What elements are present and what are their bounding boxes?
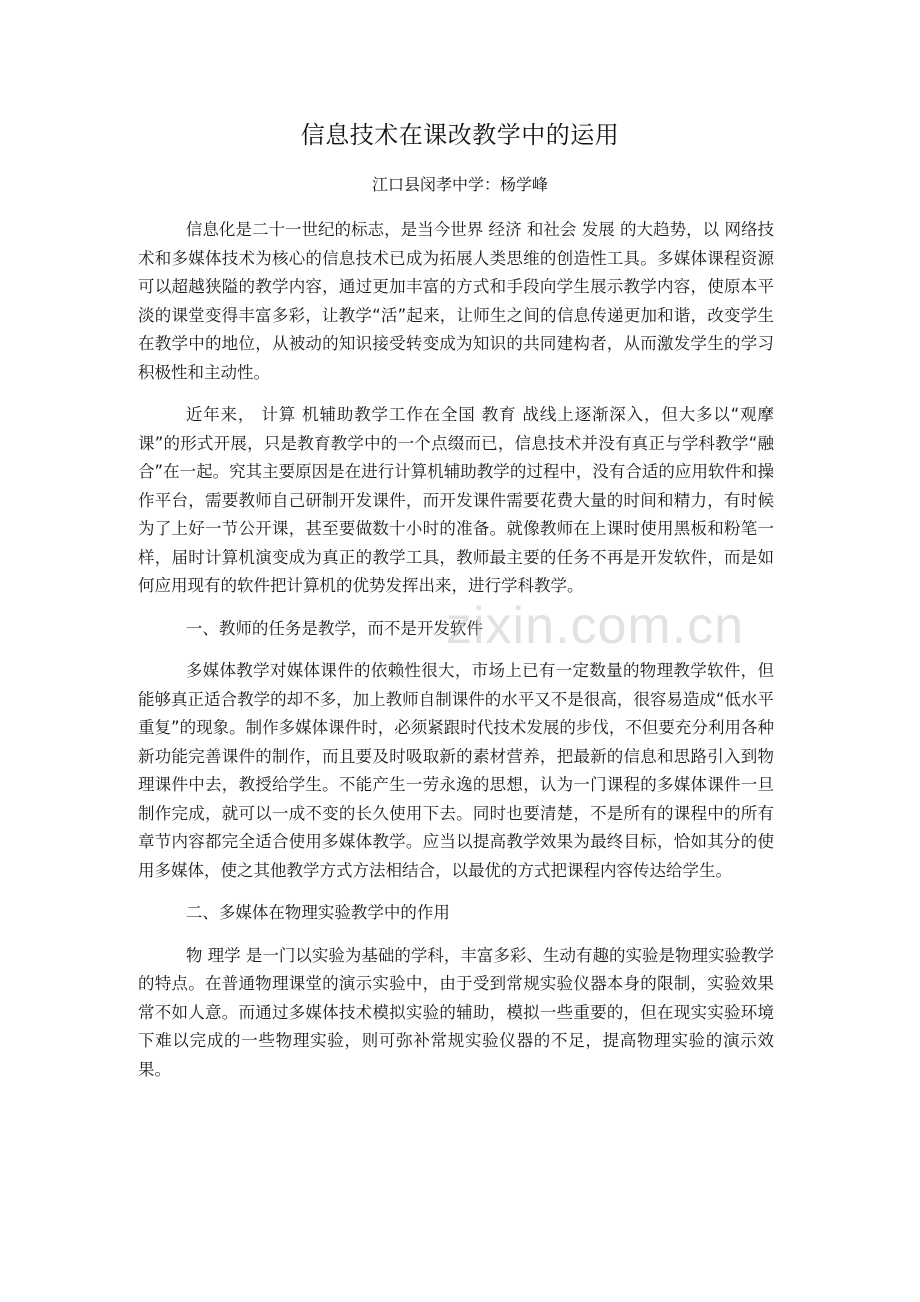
author-line: 江口县闵孝中学：杨学峰 [371, 175, 548, 194]
section-heading-2: 二、多媒体在物理实验教学中的作用 [185, 903, 450, 922]
document-title: 信息技术在课改教学中的运用 [300, 121, 620, 149]
paragraph-2: 近年来， 计算 机辅助教学工作在全国 教育 战线上逐渐深入，但大多以“观摩课”的形式开展，只是教育教学中的一个点缀而已，信息技术并没有真正与学科教学“融合”在一起。究其主要原因是在进行计算机辅助教学的过程中，没有合适的应用软件和操作平台，需要教师自己研制开发课件，而开发课件需要花费大量的时间和精力，有时候为了上好一节公开课，甚至要做数十小时的准备。就像教师在上课时使用黑板和粉笔一样，届时计算机演变成为真正的教学工具，教师最主要的任务不再是开发软件，而是如何应用现有的软件把计算机的优势发挥出来，进行学科教学。 [138, 405, 774, 595]
watermark: zixin.com.cn [446, 597, 745, 655]
paragraph-3: 多媒体教学对媒体课件的依赖性很大，市场上已有一定数量的物理教学软件，但能够真正适合教学的却不多，加上教师自制课件的水平又不是很高，很容易造成“低水平重复”的现象。制作多媒体课件时，必须紧跟时代技术发展的步伐，不但要充分利用各种新功能完善课件的制作，而且要及时吸取新的素材营养，把最新的信息和思路引入到物理课件中去，教授给学生。不能产生一劳永逸的思想，认为一门课程的多媒体课件一旦制作完成，就可以一成不变的长久使用下去。同时也要清楚，不是所有的课程中的所有章节内容都完全适合使用多媒体教学。应当以提高教学效果为最终目标，恰如其分的使用多媒体，使之其他教学方式方法相结合，以最优的方式把课程内容传达给学生。 [138, 661, 774, 880]
paragraph-1: 信息化是二十一世纪的标志，是当今世界 经济 和社会 发展 的大趋势，以 网络技术和多媒体技术为核心的信息技术已成为拓展人类思维的创造性工具。多媒体课程资源可以超越狭隘的教学内容，通过更加丰富的方式和手段向学生展示教学内容，使原本平淡的课堂变得丰富多彩，让教学“活”起来，让师生之间的信息传递更加和谐，改变学生在教学中的地位，从被动的知识接受转变成为知识的共同建构者，从而激发学生的学习积极性和主动性。 [138, 220, 774, 382]
paragraph-4: 物 理学 是一门以实验为基础的学科，丰富多彩、生动有趣的实验是物理实验教学的特点。在普通物理课堂的演示实验中，由于受到常规实验仪器本身的限制，实验效果常不如人意。而通过多媒体技术模拟实验的辅助，模拟一些重要的，但在现实实验环境下难以完成的一些物理实验，则可弥补常规实验仪器的不足，提高物理实验的演示效果。 [138, 945, 774, 1079]
section-heading-1: 一、教师的任务是教学，而不是开发软件 [185, 618, 483, 638]
document-body [138, 216, 774, 1098]
